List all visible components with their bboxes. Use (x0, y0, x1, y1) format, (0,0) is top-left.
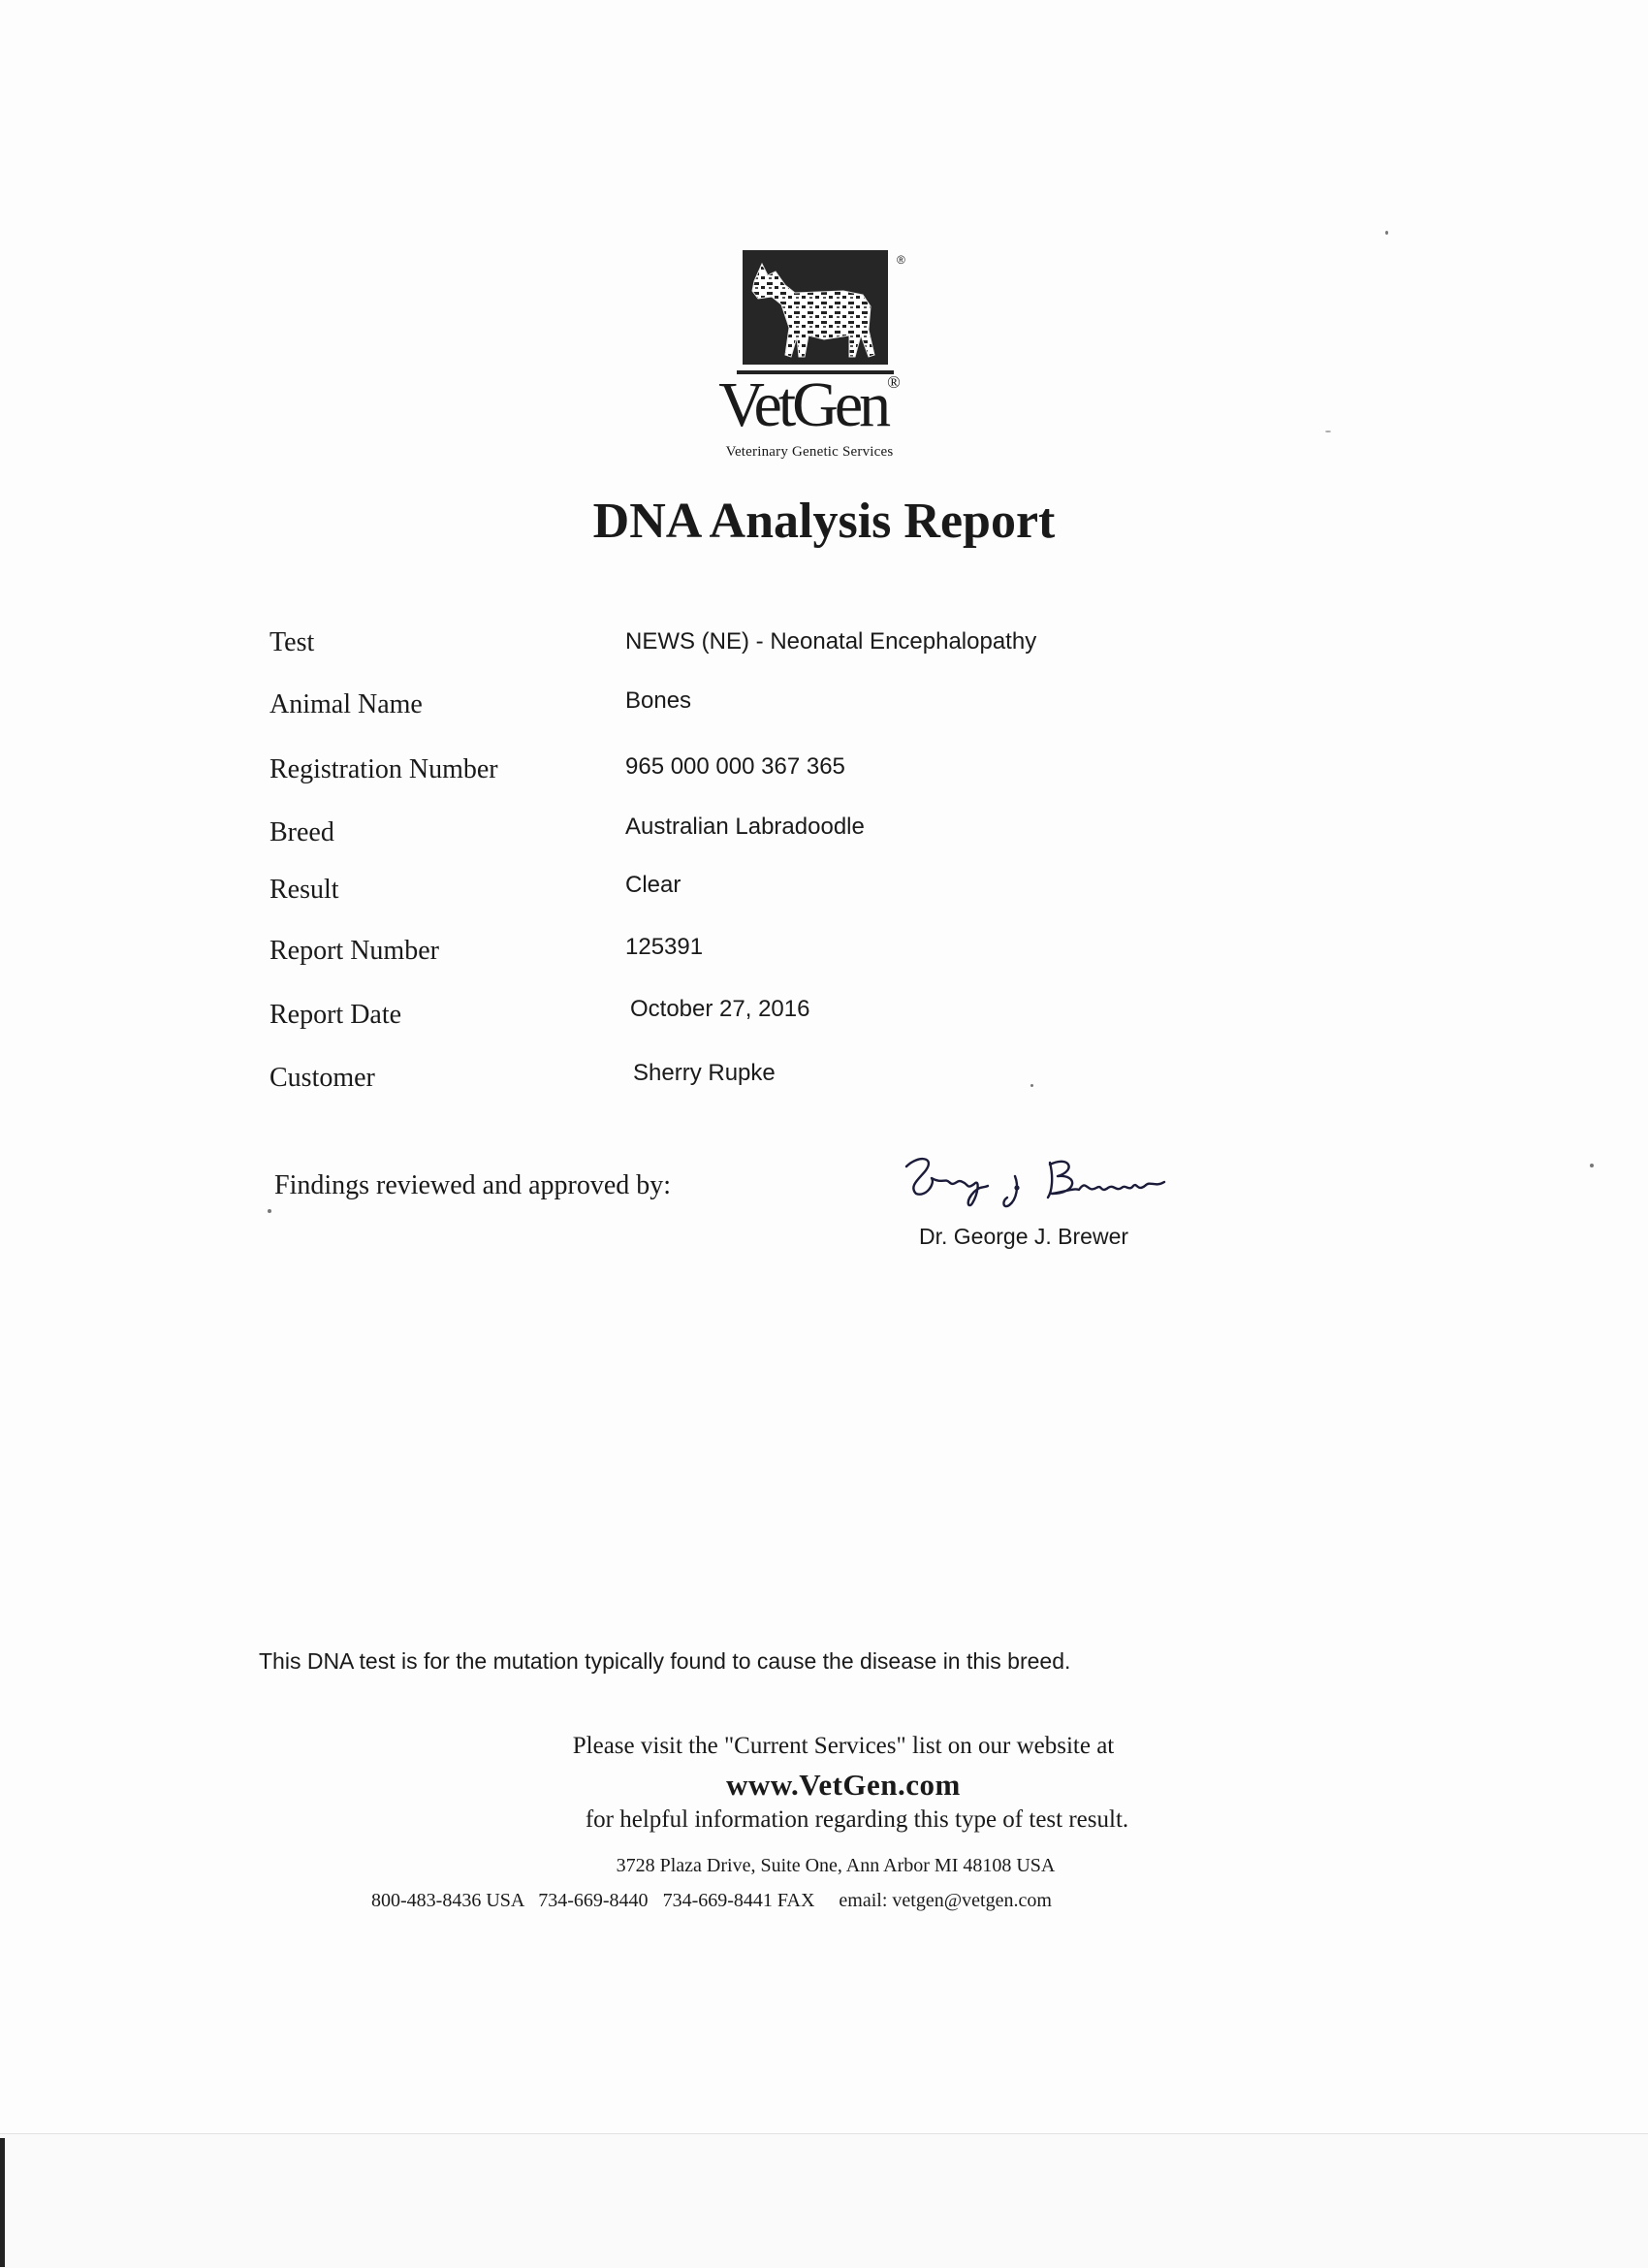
scan-speck (1325, 431, 1331, 432)
website-link[interactable]: www.VetGen.com (726, 1768, 961, 1802)
field-value-result: Clear (625, 872, 681, 898)
field-value-registration-number: 965 000 000 367 365 (625, 753, 845, 780)
field-label-animal-name: Animal Name (269, 689, 423, 719)
signature-image (897, 1149, 1173, 1217)
field-value-animal-name: Bones (625, 687, 692, 714)
scan-speck (1030, 1084, 1033, 1087)
field-label-test: Test (269, 627, 315, 657)
field-label-report-date: Report Date (269, 1000, 402, 1030)
company-address: 3728 Plaza Drive, Suite One, Ann Arbor MI 48108 USA (616, 1855, 1056, 1876)
brand-tagline: Veterinary Genetic Services (725, 444, 894, 460)
phone-usa: 800-483-8436 USA (371, 1890, 524, 1911)
field-value-test: NEWS (NE) - Neonatal Encephalopathy (625, 628, 1037, 655)
field-value-report-date: October 27, 2016 (630, 996, 810, 1022)
approval-label: Findings reviewed and approved by: (274, 1170, 672, 1200)
field-value-breed: Australian Labradoodle (625, 814, 865, 840)
scan-speck (268, 1209, 271, 1213)
signer-name: Dr. George J. Brewer (919, 1224, 1129, 1249)
scan-bottom-margin (0, 2133, 1648, 2268)
scan-left-edge (0, 2138, 5, 2267)
scan-speck (1385, 231, 1388, 235)
phone-local: 734-669-8440 (538, 1890, 649, 1911)
field-label-registration-number: Registration Number (269, 754, 498, 784)
brand-name (698, 369, 921, 440)
brand-name-text: VetGen (718, 369, 888, 440)
field-value-customer: Sherry Rupke (633, 1060, 776, 1086)
field-value-report-number: 125391 (625, 934, 704, 960)
report-title: DNA Analysis Report (592, 494, 1056, 549)
field-label-result: Result (269, 875, 339, 905)
contact-line (371, 1890, 1052, 1912)
field-label-customer: Customer (269, 1063, 375, 1093)
fax-number: 734-669-8441 FAX (662, 1890, 815, 1911)
email-address: email: vetgen@vetgen.com (839, 1890, 1052, 1911)
field-label-breed: Breed (269, 817, 334, 847)
svg-text:®: ® (897, 253, 905, 267)
scan-speck (1590, 1164, 1594, 1167)
helpful-info-text: for helpful information regarding this type of test result. (585, 1806, 1129, 1833)
disclaimer-text: This DNA test is for the mutation typically found to cause the disease in this breed. (259, 1648, 1071, 1674)
visit-website-text: Please visit the "Current Services" list on our website at (572, 1733, 1115, 1759)
field-label-report-number: Report Number (269, 936, 439, 966)
brand-registered-mark: ® (887, 372, 901, 392)
